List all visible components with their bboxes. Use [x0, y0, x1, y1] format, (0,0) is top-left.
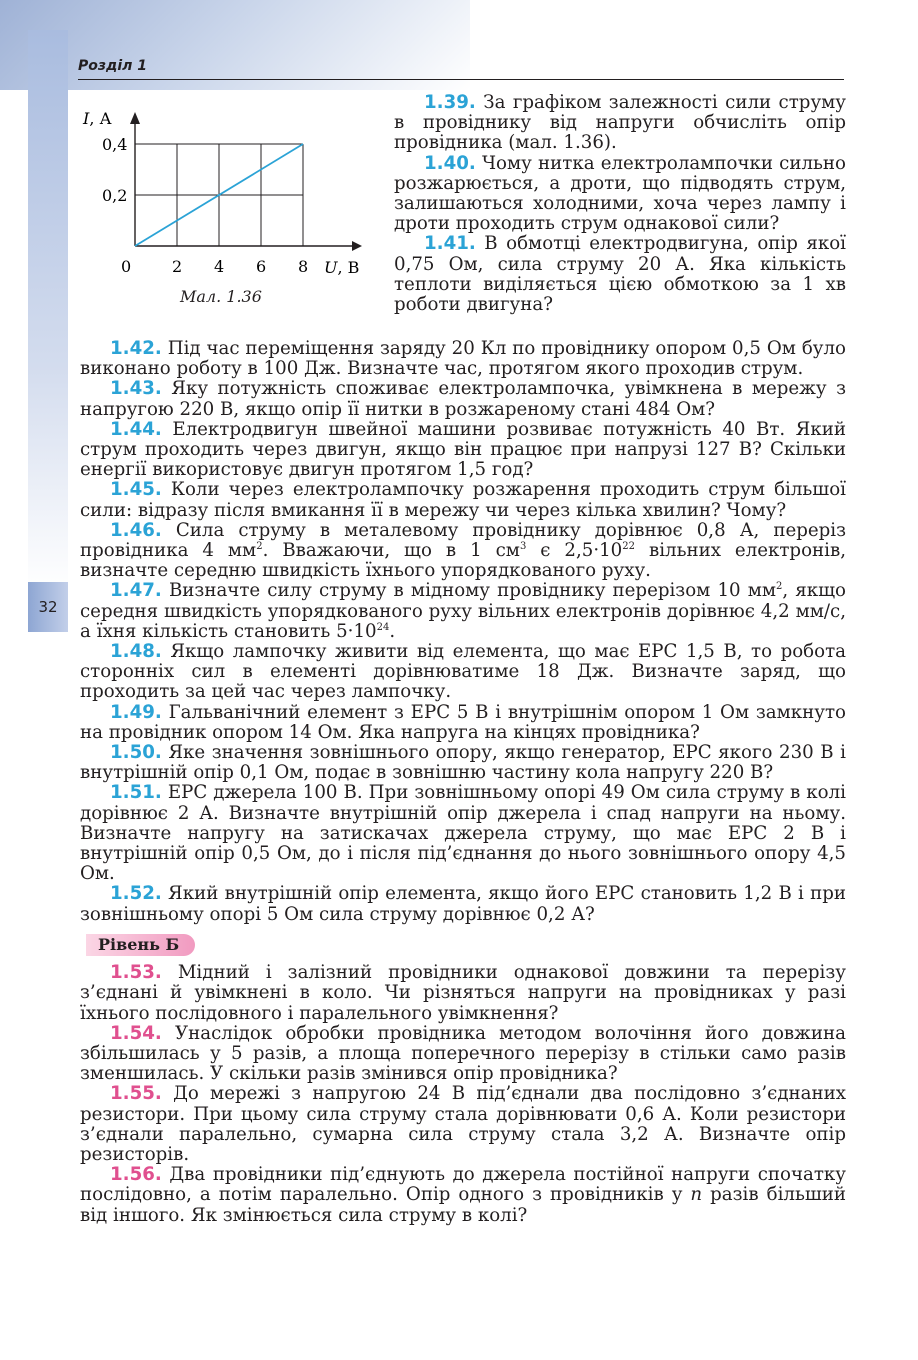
task-text: вільних електронів, визначте середню швидкість їхнього упорядкованого руху.: [80, 540, 846, 582]
task-1-46: [80, 521, 846, 582]
task-text: Якщо лампочку живити від елемента, що має ЕРС 1,5 В, то робота сторонніх сил в елементі дорівнюватиме 18 Дж. Визначте заряд, що проходить за цей час через лампочку.: [80, 641, 846, 703]
y-tick-label: 0,2: [102, 186, 128, 205]
task-1-42: [80, 339, 846, 379]
task-text: В обмотці електродвигуна, опір якої 0,75 Ом, сила струму 20 А. Яка кількість теплоти виділяється цією обмоткою за 1 хв роботи двигуна?: [394, 233, 846, 316]
task-number: 1.47.: [110, 580, 162, 602]
task-text: ЕРС джерела 100 В. При зовнішньому опорі 49 Ом сила струму в колі дорівнює 2 А. Визначте внутрішній опір джерела і спад напруги на ньому. Визначте напругу на затискачах джерела струму, що має ЕРС 2 В і внутрішній опір 0,5 Ом, до і після під’єднання до нього зовнішнього опору 4,5 Ом.: [80, 782, 846, 885]
superscript: 22: [622, 540, 635, 552]
side-decoration: [28, 30, 68, 590]
task-text: Електродвигун швейної машини розвиває потужність 40 Вт. Який струм проходить через двигун, якщо він працює при напрузі 127 В? Скільки енергії використовує двигун протягом 1,5 год?: [80, 418, 846, 481]
header-divider: [78, 79, 844, 80]
task-1-56: [80, 1165, 846, 1226]
task-1-51: [80, 783, 846, 884]
variable-n: n: [690, 1184, 703, 1206]
task-text: Мідний і залізний провідники однакової довжини та перерізу з’єднані й увімкнені в коло. Чи різняться напруги на провідниках у разі їхнього послідовного і паралельного увімкнення?: [80, 962, 846, 1024]
section-title: Розділ 1: [78, 58, 147, 74]
task-text: є 2,5·10: [526, 540, 623, 562]
task-text: Визначте силу струму в мідному провіднику перерізом 10 мм: [168, 580, 777, 602]
task-text: . Вважаючи, що в 1 см: [262, 540, 520, 562]
task-number: 1.51.: [110, 782, 162, 804]
x-axis-arrow: [352, 241, 362, 251]
task-text: , якщо середня швидкість упорядкованого руху вільних електронів дорівнює 4,2 мм/с, а їхня кількість становить 5·10: [80, 580, 847, 642]
level-b-badge: Рівень Б: [86, 934, 195, 956]
x-tick-label: 8: [298, 257, 309, 276]
x-tick-label: 0: [121, 257, 132, 276]
x-tick-label: 2: [172, 257, 183, 276]
y-axis-label: I, А: [83, 109, 112, 128]
task-text: Унаслідок обробки провідника методом волочіння його довжина збільшилась у 5 разів, а площа поперечного перерізу в стільки само разів зменшилась. У скільки разів змінився опір провідника?: [80, 1022, 846, 1085]
task-text: Яку потужність споживає електролампочка, увімкнена в мережу з напругою 220 В, якщо опір її нитки в розжареному стані 484 Ом?: [80, 378, 846, 420]
superscript: 2: [256, 540, 263, 552]
superscript: 3: [519, 540, 527, 552]
task-text: До мережі з напругою 24 В під’єднали два послідовно з’єднаних резистори. При цьому сила струму стала дорівнювати 0,6 А. Коли резистори з’єднали паралельно, сумарна сила струму стала 3,2 А. Визначте опір резисторів.: [80, 1083, 846, 1165]
task-number: 1.48.: [110, 641, 162, 663]
task-1-39: [394, 93, 846, 154]
task-number: 1.49.: [110, 701, 162, 723]
task-text: Гальванічний елемент з ЕРС 5 В і внутрішнім опором 1 Ом замкнуто на провідник опором 14 Ом. Яка напруга на кінцях провідника?: [80, 701, 846, 743]
task-number: 1.43.: [110, 378, 162, 400]
task-text: Сила струму в металевому провіднику дорівнює 0,8 А, переріз провідника 4 мм: [80, 519, 846, 562]
task-1-41: [394, 234, 846, 315]
task-1-54: [80, 1024, 846, 1085]
task-1-44: [80, 420, 846, 481]
figure-caption: Мал. 1.36: [180, 287, 262, 306]
task-1-43: [80, 379, 846, 419]
task-text: .: [389, 620, 396, 642]
task-number: 1.45.: [110, 479, 162, 501]
task-text: разів більший від іншого. Як змінюється сила струму в колі?: [80, 1184, 846, 1226]
task-1-55: [80, 1084, 846, 1165]
task-number: 1.44.: [110, 418, 162, 440]
page-number: 32: [38, 598, 58, 616]
main-column: [80, 339, 846, 1226]
task-number: 1.39.: [424, 92, 476, 113]
task-number: 1.55.: [110, 1083, 162, 1105]
task-number: 1.52.: [110, 883, 162, 905]
task-number: 1.54.: [110, 1022, 162, 1044]
task-1-49: [80, 703, 846, 743]
task-1-53: [80, 963, 846, 1024]
task-number: 1.40.: [424, 152, 476, 174]
task-number: 1.56.: [110, 1164, 162, 1186]
task-number: 1.42.: [110, 338, 162, 359]
y-tick-label: 0,4: [102, 135, 128, 154]
task-text: Під час переміщення заряду 20 Кл по провіднику опором 0,5 Ом було виконано роботу в 100 Дж. Визначте час, протягом якого проходив струм.: [80, 338, 846, 380]
task-1-40: [394, 154, 846, 235]
task-number: 1.53.: [110, 962, 162, 984]
x-tick-label: 4: [214, 257, 225, 276]
x-tick-label: 6: [256, 257, 267, 276]
header-decoration: [0, 0, 470, 90]
superscript: 24: [376, 621, 390, 633]
y-axis-arrow: [130, 112, 140, 124]
task-1-52: [80, 884, 846, 924]
task-number: 1.41.: [424, 233, 476, 255]
task-text: За графіком залежності сили струму в провіднику від напруги обчисліть опір провідника (мал. 1.36).: [394, 92, 846, 154]
task-text: Яке значення зовнішнього опору, якщо генератор, ЕРС якого 230 В і внутрішній опір 0,1 Ом, подає в зовнішню частину кола напругу 220 В?: [80, 742, 846, 784]
task-1-45: [80, 480, 846, 520]
x-axis-label: U, В: [324, 258, 360, 277]
x-axis-unit: , В: [337, 258, 360, 277]
task-text: Два провідники під’єднують до джерела постійної напруги спочатку послідовно, а потім паралельно. Опір одного з провідників у: [80, 1164, 846, 1206]
task-text: Який внутрішній опір елемента, якщо його ЕРС становить 1,2 В і при зовнішньому опорі 5 Ом сила струму дорівнює 0,2 А?: [80, 883, 846, 925]
superscript: 2: [776, 581, 783, 593]
task-1-47: [80, 581, 846, 642]
right-column: [394, 93, 846, 315]
task-1-48: [80, 642, 846, 703]
task-number: 1.46.: [110, 519, 162, 541]
task-text: Коли через електролампочку розжарення проходить струм більшої сили: відразу після вмикання її в мережу чи через кілька хвилин? Чому?: [80, 479, 846, 521]
task-text: Чому нитка електролампочки сильно розжарюється, а дроти, що підводять струм, залишаються холодними, хоча через лампу і дроти проходить струм однакової сили?: [394, 152, 846, 235]
task-1-50: [80, 743, 846, 783]
y-axis-unit: , А: [89, 109, 112, 128]
task-number: 1.50.: [110, 742, 162, 764]
